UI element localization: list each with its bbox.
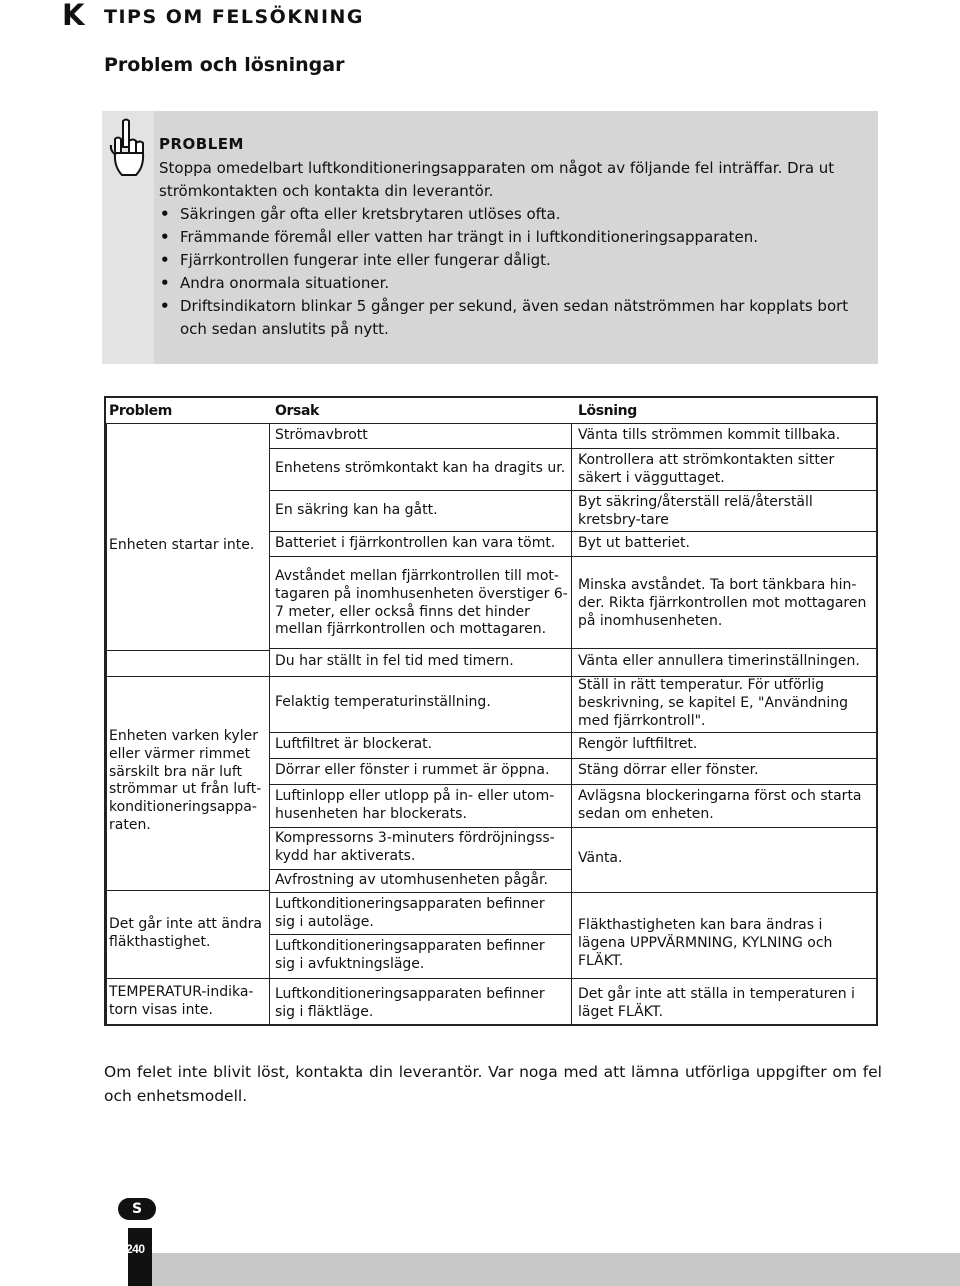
bottom-bar bbox=[152, 1253, 960, 1286]
column-divider bbox=[269, 423, 270, 1026]
solution-cell: Minska avståndet. Ta bort tänkbara hin-der. Rikta fjärrkontrollen mot mottagaren på inomhusenheten. bbox=[578, 577, 867, 629]
notice-heading: PROBLEM bbox=[159, 135, 244, 153]
solution-cell: Fläkthastigheten kan bara ändras i lägena UPPVÄRMNING, KYLNING och FLÄKT. bbox=[578, 917, 833, 969]
cause-cell: Luftkonditioneringsapparaten befinner sig i avfuktningsläge. bbox=[275, 938, 545, 972]
solution-divider bbox=[571, 556, 878, 557]
cause-divider bbox=[269, 490, 571, 491]
problem-cell: Enheten varken kyler eller värmer rimmet särskilt bra när luft strömmar ut från luft-konditioneringsappa-raten. bbox=[109, 728, 262, 833]
list-item: • Säkringen går ofta eller kretsbrytaren utlöses ofta. bbox=[159, 203, 869, 226]
solution-divider bbox=[571, 784, 878, 785]
notice-intro: Stoppa omedelbart luftkonditioneringsapparaten om något av följande fel inträffar. Dra ut strömkontakten och kontakta din leverantör. bbox=[159, 159, 835, 200]
header-divider bbox=[106, 423, 878, 424]
problem-notice-box bbox=[102, 111, 878, 364]
column-header-solution: Lösning bbox=[578, 403, 637, 419]
solution-cell: Det går inte att ställa in temperaturen i läget FLÄKT. bbox=[578, 986, 855, 1020]
cause-cell: Dörrar eller fönster i rummet är öppna. bbox=[275, 762, 550, 778]
cause-divider bbox=[269, 978, 571, 979]
solution-divider bbox=[571, 531, 878, 532]
problem-divider bbox=[106, 676, 269, 677]
list-item: • Främmande föremål eller vatten har trängt in i luftkonditioneringsapparaten. bbox=[159, 226, 869, 249]
cause-divider bbox=[269, 448, 571, 449]
cause-cell: Kompressorns 3-minuters fördröjningss-kydd har aktiverats. bbox=[275, 830, 555, 864]
section-subtitle: Problem och lösningar bbox=[104, 54, 345, 76]
notice-list bbox=[159, 203, 869, 341]
solution-cell: Vänta eller annullera timerinställningen. bbox=[578, 653, 860, 669]
solution-divider bbox=[571, 978, 878, 979]
solution-cell: Kontrollera att strömkontakten sitter säkert i vägguttaget. bbox=[578, 452, 835, 486]
cause-divider bbox=[269, 556, 571, 557]
cause-cell: Du har ställt in fel tid med timern. bbox=[275, 653, 514, 669]
cause-cell: Luftkonditioneringsapparaten befinner sig i fläktläge. bbox=[275, 986, 545, 1020]
cause-cell: Luftfiltret är blockerat. bbox=[275, 736, 433, 752]
cause-cell: Avfrostning av utomhusenheten pågår. bbox=[275, 872, 548, 888]
page-number: 240 bbox=[126, 1242, 145, 1256]
problem-divider bbox=[106, 978, 269, 979]
cause-divider bbox=[269, 934, 571, 935]
solution-divider bbox=[571, 732, 878, 733]
list-item: • Andra onormala situationer. bbox=[159, 272, 869, 295]
cause-divider bbox=[269, 648, 571, 649]
footer-note: Om felet inte blivit löst, kontakta din leverantör. Var noga med att lämna utförliga uppgifter om fel och enhetsmodell. bbox=[104, 1063, 882, 1105]
cause-divider bbox=[269, 827, 571, 828]
cause-cell: En säkring kan ha gått. bbox=[275, 502, 438, 518]
cause-cell: Felaktig temperaturinställning. bbox=[275, 694, 491, 710]
problem-divider bbox=[106, 890, 269, 891]
solution-divider bbox=[571, 758, 878, 759]
solution-cell: Ställ in rätt temperatur. För utförlig beskrivning, se kapitel E, "Användning med fjärrkontroll". bbox=[578, 677, 849, 729]
cause-divider bbox=[269, 758, 571, 759]
page-number-tab bbox=[128, 1228, 152, 1286]
pointing-hand-icon bbox=[106, 117, 150, 181]
solution-divider bbox=[571, 892, 878, 893]
column-header-cause: Orsak bbox=[275, 403, 319, 419]
cause-cell: Luftkonditioneringsapparaten befinner sig i autoläge. bbox=[275, 896, 545, 930]
solution-divider bbox=[571, 490, 878, 491]
problem-cell: Det går inte att ändra fläkthastighet. bbox=[109, 916, 263, 950]
solution-cell: Rengör luftfiltret. bbox=[578, 736, 698, 752]
cause-divider bbox=[269, 784, 571, 785]
cause-cell: Strömavbrott bbox=[275, 427, 368, 443]
problem-cell: Enheten startar inte. bbox=[109, 537, 255, 553]
list-item: • Driftsindikatorn blinkar 5 gånger per sekund, även sedan nätströmmen har kopplats bort och sedan anslutits på nytt. bbox=[159, 295, 869, 341]
cause-cell: Enhetens strömkontakt kan ha dragits ur. bbox=[275, 460, 566, 476]
solution-divider bbox=[571, 827, 878, 828]
solution-cell: Byt säkring/återställ relä/återställ kretsbry-tare bbox=[578, 494, 813, 528]
cause-divider bbox=[269, 531, 571, 532]
troubleshooting-table bbox=[104, 396, 878, 1026]
column-header-problem: Problem bbox=[109, 403, 172, 419]
list-item: • Fjärrkontrollen fungerar inte eller fungerar dåligt. bbox=[159, 249, 869, 272]
column-divider bbox=[571, 423, 572, 1026]
problem-column-border bbox=[106, 423, 107, 1026]
solution-cell: Byt ut batteriet. bbox=[578, 535, 690, 551]
solution-cell: Stäng dörrar eller fönster. bbox=[578, 762, 759, 778]
problem-cell: TEMPERATUR-indika-torn visas inte. bbox=[109, 984, 254, 1018]
cause-cell: Batteriet i fjärrkontrollen kan vara tömt. bbox=[275, 535, 556, 551]
page-title: TIPS OM FELSÖKNING bbox=[104, 6, 365, 28]
cause-divider bbox=[269, 676, 571, 677]
chapter-letter: K bbox=[62, 0, 85, 32]
cause-divider bbox=[269, 732, 571, 733]
cause-cell: Avståndet mellan fjärrkontrollen till mot-tagaren på inomhusenheten överstiger 6-7 meter, eller också finns det hinder mellan fjärrkontrollen och mottagaren. bbox=[275, 568, 568, 638]
cause-cell: Luftinlopp eller utlopp på in- eller utom-husenheten har blockerats. bbox=[275, 788, 555, 822]
solution-cell: Vänta tills strömmen kommit tillbaka. bbox=[578, 427, 841, 443]
cause-divider bbox=[269, 869, 571, 870]
solution-cell: Avlägsna blockeringarna först och starta sedan om enheten. bbox=[578, 788, 862, 822]
cause-divider bbox=[269, 892, 571, 893]
problem-divider bbox=[106, 650, 269, 651]
solution-divider bbox=[571, 648, 878, 649]
solution-divider bbox=[571, 448, 878, 449]
language-badge: S bbox=[118, 1198, 156, 1220]
solution-cell: Vänta. bbox=[578, 850, 623, 866]
